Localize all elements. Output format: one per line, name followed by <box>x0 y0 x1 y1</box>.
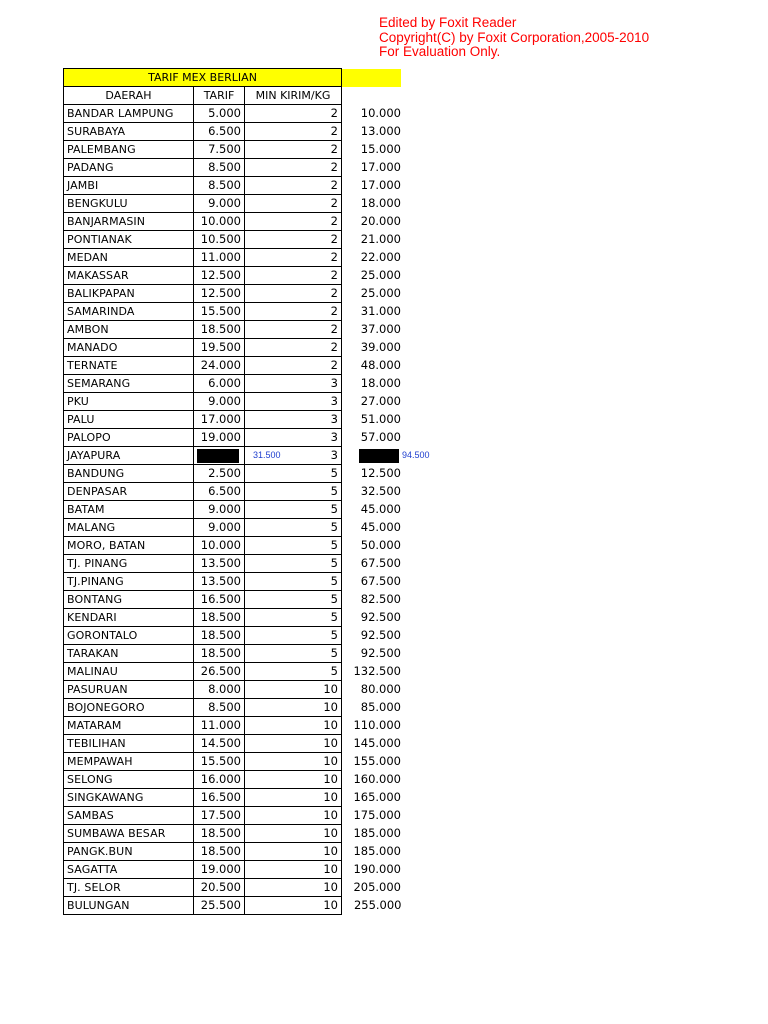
cell-tarif: 24.000 <box>194 357 245 375</box>
cell-daerah: MAKASSAR <box>64 267 194 285</box>
cell-daerah: BOJONEGORO <box>64 699 194 717</box>
cell-total: 92.500 <box>360 610 401 624</box>
cell-tarif: 11.000 <box>194 249 245 267</box>
cell-daerah: TARAKAN <box>64 645 194 663</box>
cell-min-kirim: 10 <box>245 771 342 789</box>
cell-total: 45.000 <box>360 520 401 534</box>
cell-total: 39.000 <box>360 340 401 354</box>
cell-tarif: 18.500 <box>194 609 245 627</box>
cell-min-kirim: 5 <box>245 483 342 501</box>
table-row <box>64 231 402 249</box>
table-row <box>64 807 402 825</box>
cell-tarif: 18.500 <box>194 843 245 861</box>
cell-tarif: 12.500 <box>194 285 245 303</box>
cell-min-kirim: 10 <box>245 699 342 717</box>
cell-min-kirim: 5 <box>245 627 342 645</box>
cell-tarif: 16.500 <box>194 591 245 609</box>
cell-tarif: 10.500 <box>194 231 245 249</box>
table-row <box>64 141 402 159</box>
table-row <box>64 501 402 519</box>
cell-min-kirim: 10 <box>245 789 342 807</box>
cell-min-kirim: 2 <box>245 231 342 249</box>
table-row <box>64 195 402 213</box>
cell-total: 160.000 <box>353 772 401 786</box>
table-row <box>64 177 402 195</box>
cell-total: 67.500 <box>360 574 401 588</box>
table-row <box>64 717 402 735</box>
redaction-block <box>197 449 239 463</box>
cell-daerah: PASURUAN <box>64 681 194 699</box>
cell-daerah: SAGATTA <box>64 861 194 879</box>
cell-total: 165.000 <box>353 790 401 804</box>
cell-min-kirim: 2 <box>245 141 342 159</box>
cell-tarif: 19.000 <box>194 429 245 447</box>
cell-min-kirim: 2 <box>245 249 342 267</box>
cell-total: 25.000 <box>360 286 401 300</box>
cell-total: 57.000 <box>360 430 401 444</box>
table-row <box>64 465 402 483</box>
table-row <box>64 753 402 771</box>
cell-min-kirim: 2 <box>245 177 342 195</box>
cell-tarif: 20.500 <box>194 879 245 897</box>
cell-min-value: 3 <box>330 448 338 462</box>
annotation-total: 94.500 <box>402 449 430 460</box>
table-row <box>64 321 402 339</box>
cell-tarif: 9.000 <box>194 519 245 537</box>
cell-tarif: 16.500 <box>194 789 245 807</box>
cell-total: 175.000 <box>353 808 401 822</box>
cell-total: 12.500 <box>360 466 401 480</box>
cell-tarif: 26.500 <box>194 663 245 681</box>
cell-tarif: 25.500 <box>194 897 245 915</box>
cell-daerah: SAMARINDA <box>64 303 194 321</box>
cell-total: 145.000 <box>353 736 401 750</box>
table-row <box>64 249 402 267</box>
cell-daerah: TEBILIHAN <box>64 735 194 753</box>
cell-min-kirim: 3 <box>245 411 342 429</box>
cell-daerah: PALOPO <box>64 429 194 447</box>
cell-daerah: PANGK.BUN <box>64 843 194 861</box>
cell-min-kirim <box>245 447 342 465</box>
cell-daerah: SUMBAWA BESAR <box>64 825 194 843</box>
cell-min-kirim: 5 <box>245 537 342 555</box>
cell-min-kirim: 2 <box>245 123 342 141</box>
cell-tarif: 18.500 <box>194 825 245 843</box>
table-row <box>64 537 402 555</box>
cell-tarif: 5.000 <box>194 105 245 123</box>
cell-min-kirim: 5 <box>245 501 342 519</box>
cell-total: 50.000 <box>360 538 401 552</box>
table-row <box>64 213 402 231</box>
table-row <box>64 609 402 627</box>
cell-daerah: KENDARI <box>64 609 194 627</box>
table-row <box>64 825 402 843</box>
cell-min-kirim: 10 <box>245 807 342 825</box>
cell-total-redacted <box>342 447 430 465</box>
cell-total: 82.500 <box>360 592 401 606</box>
cell-total: 15.000 <box>360 142 401 156</box>
table-row <box>64 843 402 861</box>
cell-tarif: 18.500 <box>194 627 245 645</box>
cell-tarif: 8.500 <box>194 177 245 195</box>
cell-min-kirim: 2 <box>245 321 342 339</box>
cell-total: 18.000 <box>360 376 401 390</box>
total-spacer <box>342 87 402 105</box>
cell-min-kirim: 10 <box>245 861 342 879</box>
cell-min-kirim: 5 <box>245 555 342 573</box>
cell-min-kirim: 5 <box>245 465 342 483</box>
cell-min-kirim: 10 <box>245 843 342 861</box>
cell-tarif: 17.500 <box>194 807 245 825</box>
cell-daerah: BANDAR LAMPUNG <box>64 105 194 123</box>
cell-total: 185.000 <box>353 826 401 840</box>
cell-daerah: BANJARMASIN <box>64 213 194 231</box>
cell-daerah: BATAM <box>64 501 194 519</box>
cell-tarif: 8.500 <box>194 699 245 717</box>
table-row <box>64 735 402 753</box>
cell-min-kirim: 2 <box>245 303 342 321</box>
cell-tarif: 10.000 <box>194 213 245 231</box>
cell-daerah: BALIKPAPAN <box>64 285 194 303</box>
table-row <box>64 429 402 447</box>
table-row <box>64 339 402 357</box>
cell-tarif: 6.500 <box>194 483 245 501</box>
cell-min-kirim: 2 <box>245 357 342 375</box>
cell-daerah: BONTANG <box>64 591 194 609</box>
cell-tarif: 17.000 <box>194 411 245 429</box>
cell-total: 20.000 <box>360 214 401 228</box>
cell-total: 80.000 <box>360 682 401 696</box>
foxit-watermark <box>379 16 649 60</box>
cell-min-kirim: 2 <box>245 267 342 285</box>
cell-daerah: JAMBI <box>64 177 194 195</box>
cell-total: 45.000 <box>360 502 401 516</box>
cell-daerah: MALINAU <box>64 663 194 681</box>
cell-min-kirim: 10 <box>245 753 342 771</box>
table-title-row <box>64 69 402 87</box>
tariff-table <box>63 68 430 915</box>
cell-min-kirim: 5 <box>245 645 342 663</box>
cell-daerah: BENGKULU <box>64 195 194 213</box>
cell-total: 205.000 <box>353 880 401 894</box>
cell-tarif: 10.000 <box>194 537 245 555</box>
cell-daerah: MORO, BATAN <box>64 537 194 555</box>
cell-min-kirim: 2 <box>245 285 342 303</box>
cell-min-kirim: 5 <box>245 663 342 681</box>
cell-total: 67.500 <box>360 556 401 570</box>
cell-daerah: GORONTALO <box>64 627 194 645</box>
cell-daerah: MEMPAWAH <box>64 753 194 771</box>
cell-min-kirim: 5 <box>245 573 342 591</box>
table-row <box>64 267 402 285</box>
table-row <box>64 789 402 807</box>
cell-total: 48.000 <box>360 358 401 372</box>
cell-tarif: 2.500 <box>194 465 245 483</box>
header-daerah: DAERAH <box>64 87 194 105</box>
cell-tarif-redacted <box>194 447 245 465</box>
cell-daerah: MATARAM <box>64 717 194 735</box>
annotation-tarif: 31.500 <box>253 450 281 460</box>
cell-total: 255.000 <box>353 898 402 912</box>
cell-daerah: BULUNGAN <box>64 897 194 915</box>
cell-tarif: 8.500 <box>194 159 245 177</box>
cell-total: 110.000 <box>353 718 401 732</box>
table-row <box>64 663 402 681</box>
cell-tarif: 19.500 <box>194 339 245 357</box>
table-row <box>64 393 402 411</box>
cell-tarif: 13.500 <box>194 555 245 573</box>
cell-total: 85.000 <box>360 700 401 714</box>
redaction-block <box>359 449 399 463</box>
cell-total: 21.000 <box>360 232 401 246</box>
cell-total: 31.000 <box>360 304 401 318</box>
table-row <box>64 483 402 501</box>
table-row <box>64 861 402 879</box>
table-row <box>64 411 402 429</box>
cell-total: 190.000 <box>353 862 401 876</box>
cell-daerah: DENPASAR <box>64 483 194 501</box>
table-row <box>64 555 402 573</box>
table-row <box>64 879 402 897</box>
cell-min-kirim: 10 <box>245 717 342 735</box>
cell-total: 92.500 <box>360 646 401 660</box>
cell-daerah: JAYAPURA <box>64 447 194 465</box>
watermark-line-3: For Evaluation Only. <box>379 44 501 59</box>
table-title: TARIF MEX BERLIAN <box>64 69 342 87</box>
cell-min-kirim: 10 <box>245 825 342 843</box>
cell-daerah: PALU <box>64 411 194 429</box>
cell-min-kirim: 3 <box>245 375 342 393</box>
table-row <box>64 519 402 537</box>
table-row <box>64 771 402 789</box>
cell-tarif: 19.000 <box>194 861 245 879</box>
table-row <box>64 303 402 321</box>
cell-daerah: SAMBAS <box>64 807 194 825</box>
cell-tarif: 13.500 <box>194 573 245 591</box>
cell-tarif: 9.000 <box>194 393 245 411</box>
header-min-kirim: MIN KIRIM/KG <box>245 87 342 105</box>
cell-min-kirim: 2 <box>245 339 342 357</box>
cell-min-kirim: 10 <box>245 897 342 915</box>
cell-daerah: TJ.PINANG <box>64 573 194 591</box>
cell-tarif: 7.500 <box>194 141 245 159</box>
cell-tarif: 14.500 <box>194 735 245 753</box>
cell-min-kirim: 5 <box>245 609 342 627</box>
table-row <box>64 645 402 663</box>
watermark-line-2: Copyright(C) by Foxit Corporation,2005-2010 <box>379 29 650 45</box>
cell-tarif: 6.500 <box>194 123 245 141</box>
cell-min-kirim: 2 <box>245 105 342 123</box>
cell-daerah: PKU <box>64 393 194 411</box>
cell-daerah: SURABAYA <box>64 123 194 141</box>
cell-min-kirim: 2 <box>245 213 342 231</box>
cell-min-kirim: 3 <box>245 393 342 411</box>
cell-daerah: TJ. SELOR <box>64 879 194 897</box>
cell-min-kirim: 10 <box>245 879 342 897</box>
cell-daerah: AMBON <box>64 321 194 339</box>
cell-daerah: TERNATE <box>64 357 194 375</box>
cell-daerah: MALANG <box>64 519 194 537</box>
cell-total: 185.000 <box>353 844 401 858</box>
cell-tarif: 16.000 <box>194 771 245 789</box>
cell-total: 132.500 <box>353 664 401 678</box>
table-row <box>64 375 402 393</box>
table-row <box>64 123 402 141</box>
cell-tarif: 9.000 <box>194 195 245 213</box>
table-row <box>64 357 402 375</box>
cell-total: 37.000 <box>360 322 401 336</box>
cell-daerah: PONTIANAK <box>64 231 194 249</box>
cell-min-kirim: 2 <box>245 159 342 177</box>
table-row <box>64 591 402 609</box>
cell-daerah: BANDUNG <box>64 465 194 483</box>
cell-min-kirim: 10 <box>245 681 342 699</box>
cell-daerah: MEDAN <box>64 249 194 267</box>
cell-tarif: 11.000 <box>194 717 245 735</box>
cell-tarif: 15.500 <box>194 303 245 321</box>
cell-tarif: 8.000 <box>194 681 245 699</box>
cell-daerah: TJ. PINANG <box>64 555 194 573</box>
cell-daerah: MANADO <box>64 339 194 357</box>
cell-min-kirim: 5 <box>245 519 342 537</box>
cell-total: 10.000 <box>360 106 401 120</box>
cell-total: 92.500 <box>360 628 401 642</box>
cell-total: 25.000 <box>360 268 401 282</box>
cell-tarif: 18.500 <box>194 321 245 339</box>
table-row <box>64 285 402 303</box>
cell-daerah: SINGKAWANG <box>64 789 194 807</box>
table-row <box>64 699 402 717</box>
cell-tarif: 9.000 <box>194 501 245 519</box>
cell-daerah: PALEMBANG <box>64 141 194 159</box>
table-row <box>64 897 402 915</box>
cell-min-kirim: 2 <box>245 195 342 213</box>
cell-total: 13.000 <box>360 124 401 138</box>
watermark-line-1: Edited by Foxit Reader <box>379 15 517 30</box>
cell-total: 22.000 <box>360 250 401 264</box>
cell-min-kirim: 5 <box>245 591 342 609</box>
cell-tarif: 15.500 <box>194 753 245 771</box>
cell-daerah: SELONG <box>64 771 194 789</box>
cell-total: 17.000 <box>360 160 401 174</box>
cell-total: 18.000 <box>360 196 401 210</box>
cell-tarif: 12.500 <box>194 267 245 285</box>
table-header-row <box>64 87 402 105</box>
header-tarif: TARIF <box>194 87 245 105</box>
cell-daerah: SEMARANG <box>64 375 194 393</box>
cell-total: 51.000 <box>360 412 401 426</box>
cell-daerah: PADANG <box>64 159 194 177</box>
cell-tarif: 6.000 <box>194 375 245 393</box>
cell-total: 155.000 <box>353 754 401 768</box>
table-row <box>64 447 402 465</box>
table-row <box>64 105 402 123</box>
cell-min-kirim: 3 <box>245 429 342 447</box>
cell-total: 17.000 <box>360 178 401 192</box>
total-spacer <box>342 69 402 87</box>
cell-tarif: 18.500 <box>194 645 245 663</box>
cell-min-kirim: 10 <box>245 735 342 753</box>
cell-total: 32.500 <box>360 484 401 498</box>
cell-total: 27.000 <box>360 394 401 408</box>
table-row <box>64 627 402 645</box>
table-row <box>64 159 402 177</box>
table-row <box>64 573 402 591</box>
table-row <box>64 681 402 699</box>
